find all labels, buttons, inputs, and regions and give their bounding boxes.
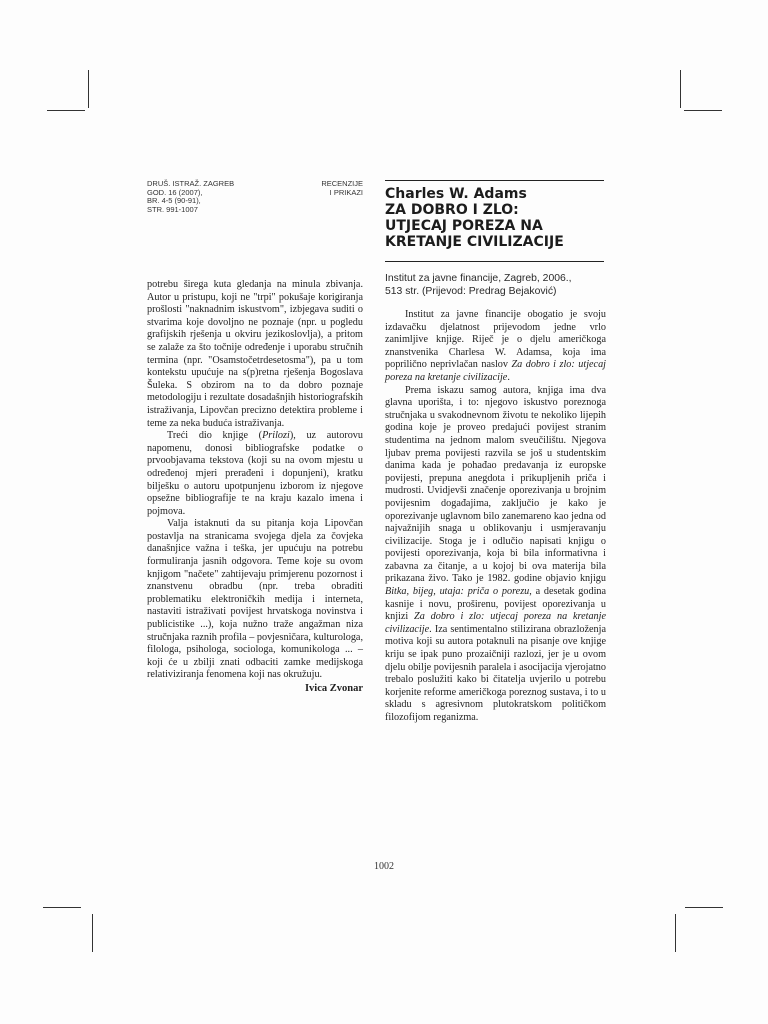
paragraph: Treći dio knjige (Prilozi), uz autorovu napomenu, donosi bibliografske podatke o prvoobjavama tekstova (koji su na ovom mjestu u određenoj mjeri prerađeni i dopunjeni), kratku bilješku o autoru upotpunjenu izborom iz njegove opsežne bibliografije te na kraju kazalo imena i pojmova. — [147, 430, 363, 517]
paragraph: Valja istaknuti da su pitanja koja Lipovčan postavlja na stranicama svojega djela za čovjeka današnjice važna i teška, jer upućuju na potrebu formuliranja jasnih odgovora. Teme koje su ovom knjigom "načete" zahtijevaju primjerenu pozornost i znanstvenu obradbu (npr. treba obraditi problematiku elektroničkih medija i interneta, nastaviti istraživati povijest hrvatskoga novinstva i publicistike ...), koja nužno traže angažman niza stručnjaka raznih profila – povjesničara, kulturologa, filologa, psihologa, sociologa, komunikologa ... – koji će u zbilji znati odbaciti zamke medijskoga relativiziranja fenomena koji nas okružuju. — [147, 518, 363, 681]
crop-mark — [685, 907, 723, 908]
title-bottom-rule — [385, 261, 604, 262]
publication-line: Institut za javne financije, Zagreb, 2006., — [385, 273, 572, 284]
left-column — [147, 279, 363, 696]
section-label — [300, 180, 363, 197]
book-title-line: UTJECAJ POREZA NA — [385, 218, 543, 234]
paragraph: potrebu širega kuta gledanja na minula zbivanja. Autor u pristupu, koji ne "trpi" pokušaje korigiranja prošlosti "naknadnim iskustvom", izbjegava suditi o stvarima koje dovoljno ne poznaje (npr. u pogledu grafijskih rješenja u okviru jezikoslovlja), a pritom se zalaže za što točnije određenje i uporabu stručnih termina (npr. "Osamstočetrdesetosma"), pa u tom kontekstu upućuje na s(p)retna rješenja Bogoslava Šuleka. S obzirom na to da dobro poznaje metodologiju i rezultate dosadašnjih historiografskih istraživanja, Lipovčan precizno detektira probleme i teme za neka buduća istraživanja. — [147, 279, 363, 429]
section-label-line: RECENZIJE — [321, 179, 363, 188]
paragraph: Institut za javne financije obogatio je svoju izdavačku djelatnost prijevodom jedne vrlo zanimljive knjige. Riječ je o djelu američkoga znanstvenika Charlesa W. Adamsa, koja ima poprilično neprivlačan naslov Za dobro i zlo: utjecaj poreza na kretanje civilizacije. — [385, 309, 606, 383]
journal-citation-line: BR. 4-5 (90-91), — [147, 196, 201, 205]
journal-citation-line: STR. 991-1007 — [147, 204, 198, 214]
review-title — [385, 186, 607, 250]
title-top-rule — [385, 180, 604, 181]
book-title-line: KRETANJE CIVILIZACIJE — [385, 234, 564, 250]
right-column — [385, 309, 606, 725]
reviewer-signature: Ivica Zvonar — [304, 683, 363, 694]
crop-mark — [680, 70, 681, 108]
crop-mark — [88, 70, 89, 108]
journal-citation-line: DRUŠ. ISTRAŽ. ZAGREB — [147, 179, 235, 188]
crop-mark — [43, 907, 81, 908]
publication-line: 513 str. (Prijevod: Predrag Bejaković) — [385, 285, 557, 297]
journal-citation-line: GOD. 16 (2007), — [147, 187, 203, 197]
journal-citation — [147, 180, 234, 214]
section-label-line: I PRIKAZI — [329, 187, 363, 197]
crop-mark — [675, 914, 676, 952]
crop-mark — [684, 110, 722, 111]
page-number: 1002 — [374, 861, 394, 872]
publication-info — [385, 273, 607, 298]
crop-mark — [92, 914, 93, 952]
book-title-line: ZA DOBRO I ZLO: — [385, 202, 519, 218]
crop-mark — [47, 110, 85, 111]
paragraph: Prema iskazu samog autora, knjiga ima dva glavna uporišta, i to: njegovo iskustvo poreznoga stručnjaka u svakodnevnom životu te nekoliko lijepih godina koje je proveo predajući povijest stranim studentima na jednom malom sveučilištu. Njegova ljubav prema povijesti razvila se još u studentskim danima kada je pohađao predavanja iz europske povijesti, prepuna anegdota i prikupljenih priča i mudrosti. Uvidjevši značenje oporezivanja u brojnim povijesnim događajima, zaključio je kako je oporezivanje uglavnom bilo zanemareno kao jedna od najvažnijih snaga u oblikovanju i usmjeravanju civilizacije. Stoga je i odlučio napisati knjigu o povijesti oporezivanja, koja bi bila informativna i zabavna za čitanje, a u kojoj bi ova materija bila prikazana živo. Tako je 1982. godine objavio knjigu Bitka, bijeg, utaja: priča o porezu, a desetak godina kasnije i novu, proširenu, povijest oporezivanja u knjizi Za dobro i zlo: utjecaj poreza na kretanje civilizacije. Iza sentimentalno stilizirana obrazloženja motiva koji su autora potaknuli na pisanje ove knjige kriju se ipak puno prozaičniji razlozi, jer je u ovom djelu obilje povijesnih paralela i asocijacija vjerojatno trebalo poslužiti kako bi čitatelja uvjerilo u potrebu korjenite reforme američkoga poreznog sustava, i to u skladu s agresivnom plutokratskom političkom filozofijom reganizma. — [385, 384, 607, 723]
book-author: Charles W. Adams — [385, 186, 527, 202]
